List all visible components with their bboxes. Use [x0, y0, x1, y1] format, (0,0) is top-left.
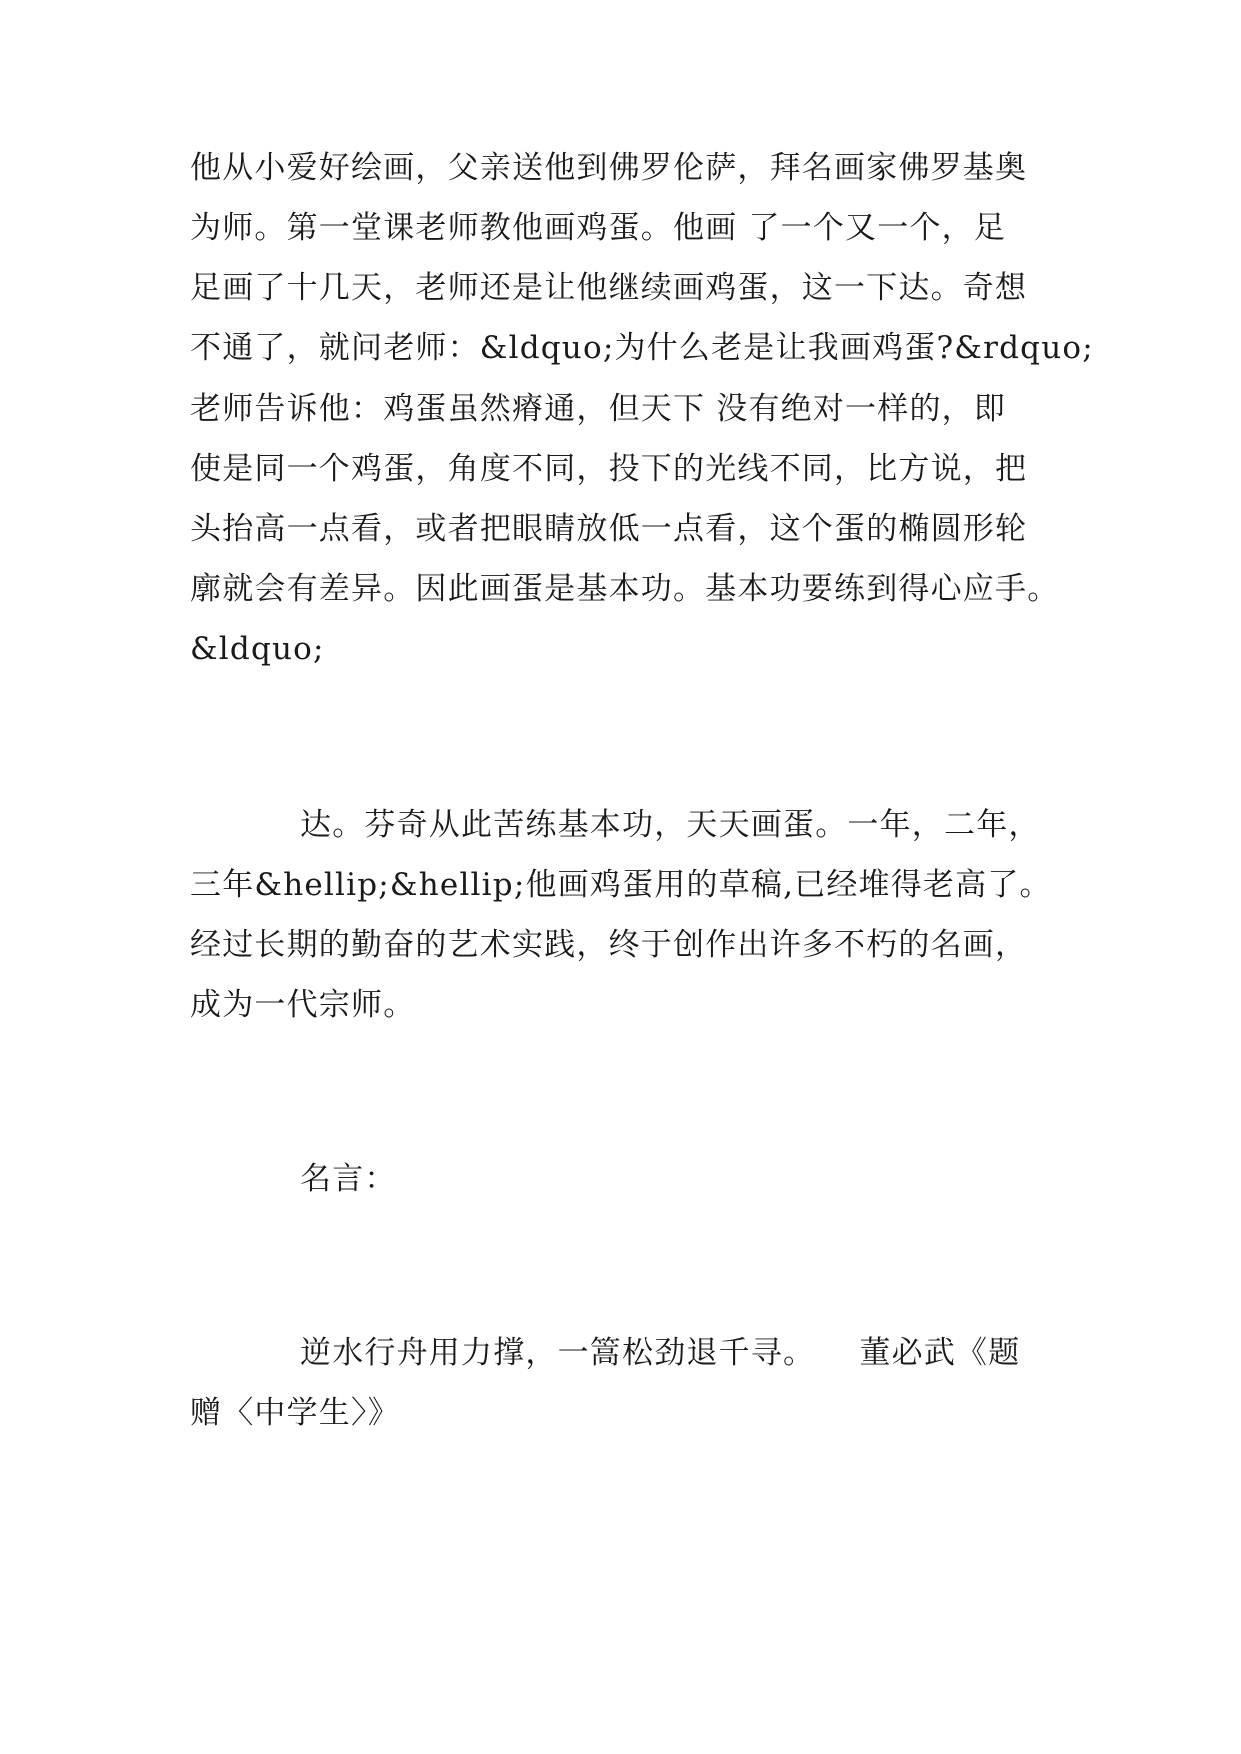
- paragraph-1-line-5: 老师告诉他：鸡蛋虽然瘠通，但天下 没有绝对一样的，即: [190, 391, 1007, 427]
- paragraph-2-line-4: 成为一代宗师。: [190, 987, 416, 1023]
- quote-line-1: 逆水行舟用力撑，一篙松劲退千寻。 董必武《题: [300, 1335, 1021, 1371]
- paragraph-1-line-7: 头抬高一点看，或者把眼睛放低一点看，这个蛋的椭圆形轮: [190, 511, 1028, 547]
- paragraph-1-line-2: 为师。第一堂课老师教他画鸡蛋。他画 了一个又一个，足: [190, 210, 1007, 246]
- paragraph-2-line-2: 三年&hellip;&hellip;他画鸡蛋用的草稿,已经堆得老高了。: [190, 867, 1052, 903]
- quote-line-2: 赠〈中学生〉》: [190, 1395, 400, 1431]
- paragraph-2-line-1: 达。芬奇从此苦练基本功，天天画蛋。一年，二年，: [300, 807, 1041, 843]
- paragraph-2-line-3: 经过长期的勤奋的艺术实践，终于创作出许多不朽的名画，: [190, 927, 1028, 963]
- paragraph-1-line-6: 使是同一个鸡蛋，角度不同，投下的光线不同，比方说，把: [190, 451, 1028, 487]
- paragraph-1-line-8: 廓就会有差异。因此画蛋是基本功。基本功要练到得心应手。: [190, 571, 1060, 607]
- quotes-heading: 名言：: [300, 1161, 397, 1197]
- paragraph-1-line-1: 他从小爱好绘画，父亲送他到佛罗伦萨，拜名画家佛罗基奥: [190, 150, 1028, 186]
- paragraph-1-line-4: 不通了，就问老师：&ldquo;为什么老是让我画鸡蛋?&rdquo;: [190, 330, 1094, 366]
- paragraph-1-line-3: 足画了十几天，老师还是让他继续画鸡蛋，这一下达。奇想: [190, 270, 1028, 306]
- paragraph-1-line-9: &ldquo;: [190, 631, 325, 667]
